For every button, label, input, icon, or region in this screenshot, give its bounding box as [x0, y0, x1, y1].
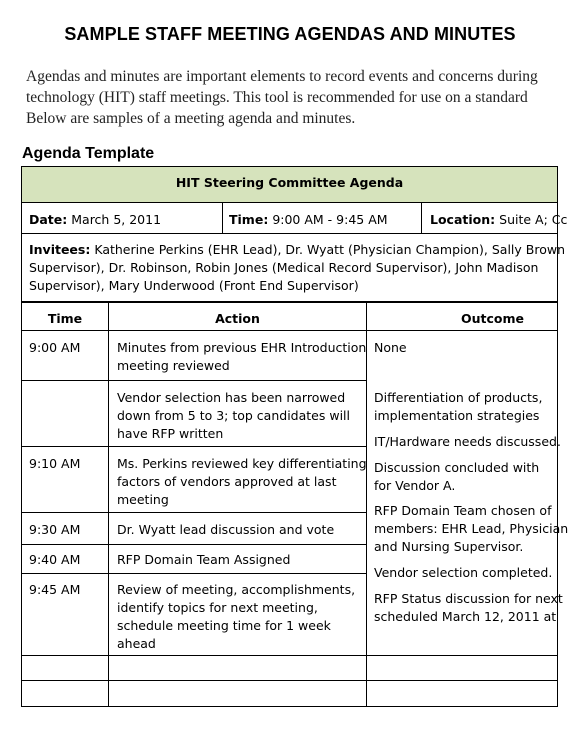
document-title: SAMPLE STAFF MEETING AGENDAS AND MINUTES — [64, 24, 516, 44]
invitees-line: Supervisor), Dr. Robinson, Robin Jones (Medical Record Supervisor), John Madison — [29, 260, 539, 275]
time-label: Time: — [229, 212, 269, 227]
outcome-item: Vendor selection completed. — [374, 565, 553, 580]
row-action: Ms. Perkins reviewed key differentiating factors of vendors approved at last meeting — [117, 456, 367, 507]
outcome-item: IT/Hardware needs discussed. — [374, 434, 561, 449]
agenda-header-title: HIT Steering Committee Agenda — [175, 175, 404, 190]
table-border — [21, 706, 558, 707]
agenda-table — [21, 166, 569, 707]
row-divider — [21, 512, 366, 513]
outcome-item: Differentiation of products, implementation strategies — [374, 390, 543, 423]
row-divider — [21, 233, 558, 234]
row-action: Vendor selection has been narrowed down from 5 to 3; top candidates will have RFP written — [117, 390, 350, 441]
row-time: 9:30 AM — [29, 522, 81, 537]
outcome-item: None — [374, 340, 407, 355]
outcome-item: RFP Status discussion for next scheduled March 12, 2011 at — [374, 591, 563, 624]
row-divider — [21, 544, 366, 545]
date-value: March 5, 2011 — [71, 212, 162, 227]
column-divider — [421, 202, 422, 234]
row-time: 9:40 AM — [29, 552, 81, 567]
row-divider — [21, 301, 558, 303]
row-divider — [21, 330, 558, 331]
intro-line: Below are samples of a meeting agenda and minutes. — [26, 110, 356, 127]
location-field — [430, 211, 568, 229]
table-border — [21, 166, 22, 707]
row-divider — [21, 446, 366, 447]
intro-paragraph — [26, 66, 571, 129]
location-label: Location: — [430, 212, 496, 227]
row-time: 9:45 AM — [29, 582, 81, 597]
row-divider — [21, 680, 558, 681]
invitees-field — [29, 241, 565, 295]
row-action: Minutes from previous EHR Introduction meeting reviewed — [117, 340, 367, 373]
date-field — [29, 211, 161, 229]
row-action: Dr. Wyatt lead discussion and vote — [117, 522, 335, 537]
outcome-item: Discussion concluded with for Vendor A. — [374, 460, 540, 493]
invitees-line: Katherine Perkins (EHR Lead), Dr. Wyatt (Physician Champion), Sally Brown — [94, 242, 566, 257]
column-header-time: Time — [47, 311, 83, 326]
invitees-label: Invitees: — [29, 242, 91, 257]
row-action: Review of meeting, accomplishments, identify topics for next meeting, schedule meeting time for 1 week ahead — [117, 582, 356, 651]
row-action: RFP Domain Team Assigned — [117, 552, 291, 567]
location-value: Suite A; Cc — [499, 212, 568, 227]
intro-line: technology (HIT) staff meetings. This tool is recommended for use on a standard — [26, 89, 528, 106]
table-border — [21, 166, 558, 167]
row-divider — [21, 655, 558, 656]
outcome-item: RFP Domain Team chosen of members: EHR Lead, Physician and Nursing Supervisor. — [374, 503, 569, 554]
row-divider — [21, 380, 366, 381]
date-label: Date: — [29, 212, 68, 227]
column-header-action: Action — [215, 311, 260, 326]
row-divider — [21, 573, 366, 574]
column-header-outcome: Outcome — [461, 311, 525, 326]
intro-line: Agendas and minutes are important elements to record events and concerns during — [26, 68, 538, 85]
section-heading: Agenda Template — [22, 145, 155, 162]
column-divider — [222, 202, 223, 234]
row-time: 9:10 AM — [29, 456, 81, 471]
column-divider — [108, 301, 109, 707]
row-divider — [21, 202, 558, 203]
invitees-line: Supervisor), Mary Underwood (Front End Supervisor) — [29, 278, 359, 293]
time-field — [229, 211, 388, 229]
time-value: 9:00 AM - 9:45 AM — [272, 212, 388, 227]
row-time: 9:00 AM — [29, 340, 81, 355]
